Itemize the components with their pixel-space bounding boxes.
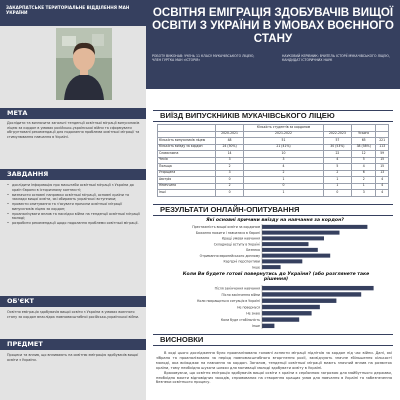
table-cell: 15 [376, 157, 389, 164]
category-label: Не знаю [246, 311, 260, 316]
category-label: Не повернуся [237, 305, 260, 310]
table-cell: 57 [323, 138, 351, 145]
table-cell: 6 [351, 170, 375, 177]
table-cell: 15 [376, 164, 389, 171]
author-photo [56, 28, 112, 100]
chart-bar [262, 305, 320, 309]
chart1-title: Які основні причини виїзду на навчання за кордон? [206, 218, 344, 223]
supervisor-info: НАУКОВИЙ КЕРІВНИК: ВЧИТЕЛЬ ІСТОРІЇ МУКАЧІВСЬКОГО ЛІЦЕЮ, КАНДИДАТ ІСТОРИЧНИХ НАУК [282, 54, 390, 63]
chart-bar [262, 311, 312, 315]
table-cell: 1 [351, 183, 375, 190]
table-cell: 51 [244, 138, 324, 145]
table-heading: ВИЇЗД ВИПУСКНИКІВ МУКАЧІВСЬКОГО ЛІЦЕЮ [160, 111, 335, 120]
table-cell: 113 [376, 144, 389, 151]
table-cell: 2022-2023 [323, 131, 351, 138]
category-label: Бажання пожити і навчатися в Європі [195, 230, 260, 235]
table-cell: 1 [244, 190, 324, 197]
table-cell: 22 [323, 151, 351, 158]
table-cell: 4 [351, 164, 375, 171]
section-title-tasks: ЗАВДАННЯ [0, 169, 146, 180]
table-cell: 1 [323, 183, 351, 190]
chart-bar [262, 231, 340, 235]
table-cell: 1 [323, 177, 351, 184]
conclusions-text [156, 351, 392, 385]
table-cell: 24 (50%) [216, 144, 244, 151]
section-title-object: ОБ'ЄКТ [0, 296, 146, 307]
category-label: Коли буде стабільність [220, 317, 260, 322]
table-cell: Німеччина [158, 183, 216, 190]
category-label: Престижність вищої освіти за кордоном [192, 225, 260, 230]
author-info: РОБОТУ ВИКОНАВ: УЧЕНЬ 11 КЛАСУ МУКАЧІВСЬКОГО ЛІЦЕЮ, ЧЛЕН ГУРТКА МАН «ІСТОРІЯ» [152, 54, 255, 63]
table-row [158, 190, 389, 197]
chart-bar [262, 265, 281, 269]
table-cell: Польща [158, 164, 216, 171]
table-cell: 10 [244, 151, 324, 158]
table-cell: 4 [323, 157, 351, 164]
table-cell: 3 [244, 157, 324, 164]
table-cell: 5 [351, 157, 375, 164]
chart-bar [262, 225, 367, 229]
left-column [0, 0, 146, 400]
conclusions-heading: ВИСНОВКИ [160, 335, 204, 344]
table-cell: Кількість випускників ліцею [158, 138, 216, 145]
task-item: • визначити основні напрямки освітньої міграції, основні країни та заклади вищої освіти, які обирають українські вступники; [7, 193, 141, 202]
survey-heading: РЕЗУЛЬТАТИ ОНЛАЙН-ОПИТУВАННЯ [160, 205, 300, 214]
chart-bar [262, 286, 374, 290]
table-cell: 0 [216, 177, 244, 184]
table-cell: 0 [323, 190, 351, 197]
table-cell: Чехія [158, 157, 216, 164]
section-title-goal: МЕТА [0, 108, 146, 119]
table-cell: 2021-2022 [244, 131, 324, 138]
poster-header [146, 0, 400, 89]
task-item: • розробити рекомендації щодо подолання проблеми освітньої міграції. [7, 221, 141, 226]
table-cell: 13 [376, 170, 389, 177]
chart-bar [262, 324, 274, 328]
category-label: Після закінчення навчання [214, 286, 260, 291]
table-cell: 1 [244, 177, 324, 184]
chart-bar [262, 242, 309, 246]
organization-header: ЗАКАРПАТСЬКЕ ТЕРИТОРІАЛЬНЕ ВІДДІЛЕННЯ МАН УКРАЇНИ [0, 0, 146, 26]
table-cell: Усього [351, 131, 375, 138]
table-cell: 4 [376, 183, 389, 190]
table-cell: 59 [376, 151, 389, 158]
table-cell: 2020-2021 [216, 131, 244, 138]
table-cell: 4 [244, 164, 324, 171]
chart-bar [262, 292, 361, 296]
divider [153, 121, 393, 122]
category-label: Інше [252, 324, 260, 329]
section-title-subject: ПРЕДМЕТ [0, 339, 146, 350]
category-label: Коли покращиться ситуація в Україні [197, 299, 260, 304]
chart-bar [262, 248, 318, 252]
table-cell: 4 [376, 177, 389, 184]
table-cell: 30 (53%) [323, 144, 351, 151]
chart-bar [262, 259, 302, 263]
chart-bar [262, 299, 336, 303]
table-cell: 12 [351, 151, 375, 158]
table-cell: Кількість виїзду за кордон [158, 144, 216, 151]
chart-bar [262, 254, 330, 258]
table-cell: 3 [216, 170, 244, 177]
table-cell: 4 [376, 190, 389, 197]
category-label: Складнощі вступу в Україні [213, 242, 260, 247]
category-label: Кар'єрні перспективи [223, 259, 260, 264]
task-item: • провести опитування та з'ясувати причини освітньої міграції випускників ліцею за кордон; [7, 202, 141, 211]
task-item: • проаналізувати вплив та наслідки війни на тенденції освітньої міграції молоді; [7, 212, 141, 221]
table-cell: 48 [216, 138, 244, 145]
table-cell: 21 (41%) [244, 144, 324, 151]
table-cell: Кількість студентів за кордоном [244, 125, 324, 132]
section-text-subject: Процеси та вплив, що впливають на освітню еміграцію здобувачів вищої освіти з України. [7, 353, 139, 362]
table-cell: 221 [376, 138, 389, 145]
table-cell: 3 [351, 190, 375, 197]
table-cell: 2 [216, 164, 244, 171]
table-cell: 14 [216, 151, 244, 158]
task-item: • дослідити інформацію про масштаби освітньої міграції з України до країн Європи в історичному контексті; [7, 183, 141, 192]
chart-bar [262, 236, 324, 240]
section-text-goal: Дослідити та визначити загальні тенденції освітньої міграції випускників ліцею за кордон в умовах російсько-української війни та сформувати обгрунтовані рекомендації для подолання проблеми освітньої міграції та стимулювання навчання в Україні. [7, 121, 140, 139]
table-cell: 5 [323, 164, 351, 171]
table-cell: 0 [216, 190, 244, 197]
conclusion-paragraph: Враховуючи, що освітня еміграція здобувачів вищої освіти з країни є серйозною загрозою для майбутнього держави, необхідно вжити відповідних заходів, спрямованих на створення кращих умов для навчання в Україні та забезпечення безпеки освітнього процесу. [156, 370, 392, 385]
chart2-title: Коли Ви будете готові повернутись до України? (або розглянете таке рішення) [182, 272, 370, 282]
table-cell: Австрія [158, 177, 216, 184]
category-label: Після закінчення війни [221, 292, 260, 297]
divider [153, 215, 393, 216]
table-cell: 0 [244, 183, 324, 190]
poster-title: ОСВІТНЯ ЕМІГРАЦІЯ ЗДОБУВАЧІВ ВИЩОЇ ОСВІТИ З УКРАЇНИ В УМОВАХ ВОЄННОГО СТАНУ [152, 6, 394, 45]
graduates-table [157, 124, 389, 197]
table-cell: 38 (58%) [351, 144, 375, 151]
table-cell: Інші [158, 190, 216, 197]
category-label: Інше [252, 265, 260, 270]
conclusion-paragraph: В ході цього дослідження було проаналізовано головні аспекти міграції підлітків за кордон під час війни. Дані, які зібрано та проаналізовано за період повномасштабного вторгнення росії, засвідчують значне збільшення кількості молоді, яка виїжджає на навчання за кордон. Загалом, тенденції освітньої міграції мають значний вплив на розвиток країни, тому необхідно шукати шляхи для мотивації молоді здобувати освіту в Україні. [156, 351, 392, 370]
table-cell: Угорщина [158, 170, 216, 177]
chart-bar [262, 317, 299, 321]
return-bar-chart [150, 285, 394, 329]
table-cell: 2 [244, 170, 324, 177]
divider [153, 345, 393, 346]
table-cell: 2 [323, 170, 351, 177]
category-label: Отримання європейського диплому [199, 253, 260, 258]
section-list-tasks [7, 183, 141, 226]
category-label: Кращі умови навчання [221, 236, 260, 241]
section-text-object: Освітня еміграція здобувачів вищої освіти з України в умовах воєнного стану за кордон внаслідок повномасштабної російсько-української війни. [7, 310, 140, 319]
reasons-bar-chart [150, 224, 394, 270]
table-cell: Словаччина [158, 151, 216, 158]
table-cell: 65 [351, 138, 375, 145]
table-cell: 2 [216, 183, 244, 190]
table-cell: 2 [351, 177, 375, 184]
category-label: Безпека [246, 248, 260, 253]
table-cell: 3 [216, 157, 244, 164]
